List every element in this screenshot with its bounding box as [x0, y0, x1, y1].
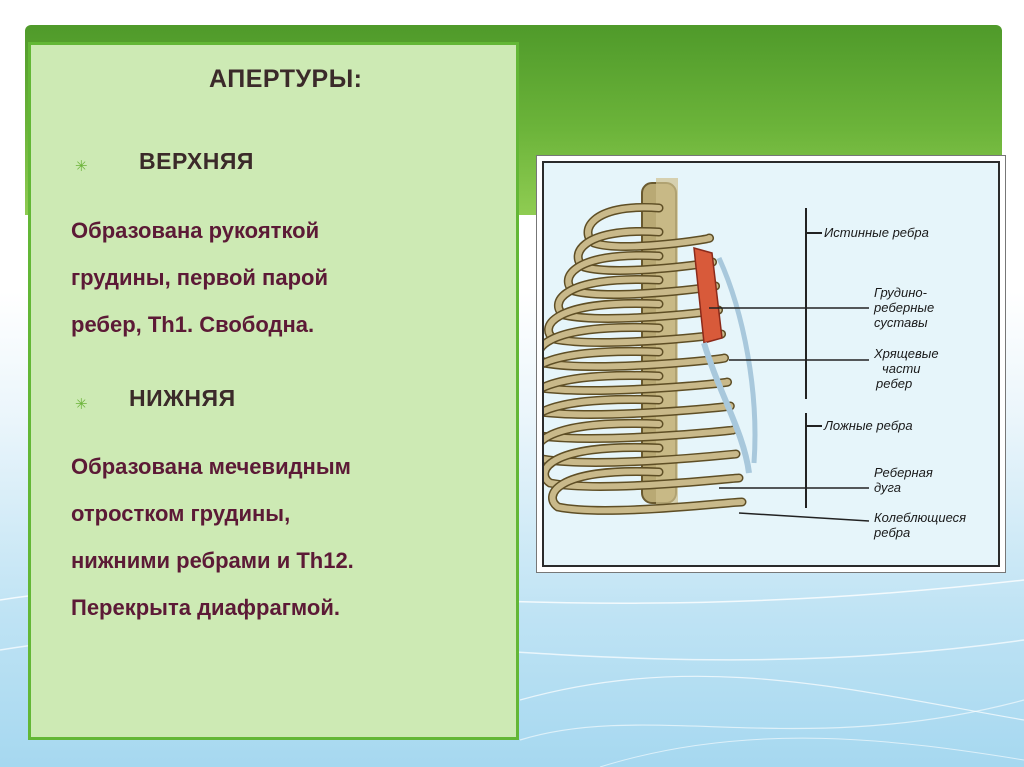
sternum-shape — [694, 248, 722, 343]
label-sternocostal-2: реберные — [874, 300, 935, 315]
label-cartilage-1: Хрящевые — [874, 346, 939, 361]
section-heading-upper: ВЕРХНЯЯ — [139, 148, 254, 174]
section-heading-lower: НИЖНЯЯ — [129, 385, 236, 411]
label-floating-ribs-1: Колеблющиеся — [874, 510, 967, 525]
text-line: Перекрыта диафрагмой. — [71, 595, 340, 620]
rib-cage-figure — [536, 155, 1006, 573]
text-line: Образована мечевидным — [71, 454, 351, 479]
label-costal-arch-2: дуга — [874, 480, 902, 495]
slide-title: АПЕРТУРЫ: — [209, 65, 363, 93]
text-line: грудины, первой парой — [71, 265, 328, 290]
text-panel — [28, 42, 519, 740]
section-text-lower — [71, 443, 511, 631]
text-line: ребер, Th1. Свободна. — [71, 312, 315, 337]
label-true-ribs: Истинные ребра — [824, 225, 929, 240]
label-costal-arch-1: Реберная — [874, 465, 933, 480]
section-text-upper — [71, 207, 511, 348]
label-cartilage-3: ребер — [876, 376, 913, 391]
star-bullet-icon: ✳ — [75, 158, 88, 175]
text-line: нижними ребрами и Th12. — [71, 548, 354, 573]
label-sternocostal-1: Грудино- — [874, 285, 927, 300]
label-false-ribs: Ложные ребра — [824, 418, 913, 433]
label-cartilage-2: части — [882, 361, 921, 376]
text-line: Образована рукояткой — [71, 218, 320, 243]
figure-frame — [542, 161, 1000, 567]
star-bullet-icon: ✳ — [75, 396, 88, 413]
text-line: отростком грудины, — [71, 501, 291, 526]
leader-line — [739, 513, 869, 521]
label-floating-ribs-2: ребра — [874, 525, 911, 540]
rib-cage-illustration — [544, 163, 1000, 567]
label-sternocostal-3: суставы — [874, 315, 928, 330]
